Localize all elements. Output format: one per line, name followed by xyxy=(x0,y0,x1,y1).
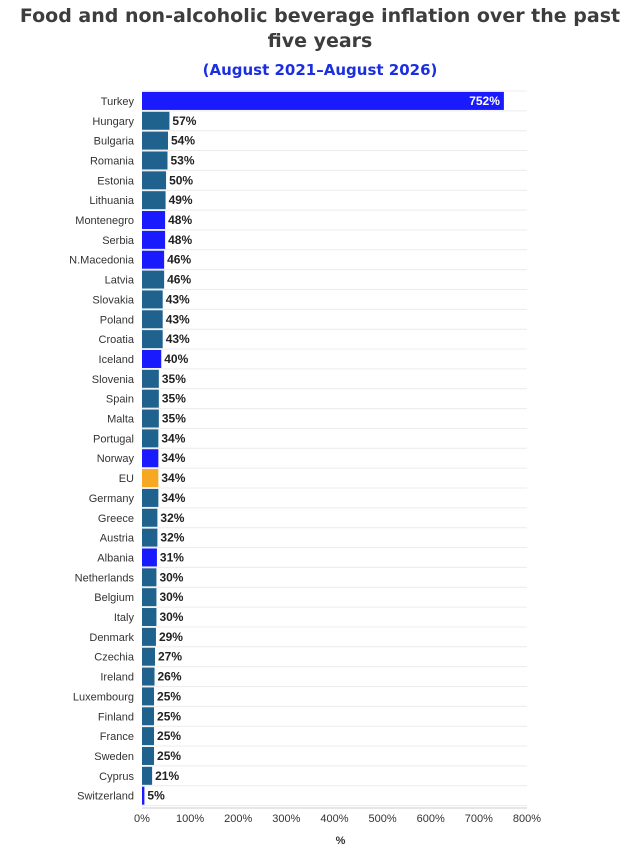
data-label: 53% xyxy=(170,153,195,168)
data-label: 35% xyxy=(161,391,186,406)
category-label: Netherlands xyxy=(74,572,134,585)
data-label: 34% xyxy=(161,490,186,505)
data-label: 30% xyxy=(159,610,184,625)
x-tick-label: 400% xyxy=(320,813,349,825)
bar xyxy=(142,390,159,408)
bar xyxy=(142,707,154,725)
data-label: 32% xyxy=(160,510,185,525)
category-label: N.Macedonia xyxy=(69,254,134,267)
data-label: 49% xyxy=(168,193,193,208)
data-label: 43% xyxy=(165,292,190,307)
category-label: Lithuania xyxy=(89,195,134,208)
bar xyxy=(142,251,164,269)
bar xyxy=(142,767,152,785)
bar xyxy=(142,191,166,209)
category-label: Romania xyxy=(89,155,134,168)
category-label: Greece xyxy=(97,512,134,525)
category-label: Malta xyxy=(107,413,134,426)
bar xyxy=(142,747,154,765)
bar xyxy=(142,687,154,705)
bar xyxy=(142,310,163,328)
data-label: 25% xyxy=(157,689,182,704)
bar xyxy=(142,668,155,686)
bar xyxy=(142,211,165,229)
data-label: 21% xyxy=(155,768,180,783)
category-label: Sweden xyxy=(94,750,134,763)
category-label: Italy xyxy=(113,612,134,625)
category-label: Hungary xyxy=(92,115,134,128)
bar xyxy=(142,271,164,289)
data-label: 32% xyxy=(160,530,185,545)
data-label: 31% xyxy=(159,550,184,565)
category-label: Iceland xyxy=(98,353,134,366)
bar xyxy=(142,132,168,150)
category-label: Bulgaria xyxy=(93,135,134,148)
bar xyxy=(142,489,158,507)
category-label: Albania xyxy=(97,552,134,565)
chart-title: Food and non-alcoholic beverage inflation over the past five years xyxy=(19,5,621,52)
data-label: 34% xyxy=(161,431,186,446)
x-tick-label: 800% xyxy=(512,813,542,825)
chart-subtitle: (August 2021–August 2026) xyxy=(202,61,438,79)
data-label: 40% xyxy=(164,351,189,366)
data-label: 26% xyxy=(157,669,182,684)
data-label: 27% xyxy=(157,649,183,664)
x-tick-label: 300% xyxy=(272,813,301,825)
data-label: 29% xyxy=(158,629,183,644)
bar xyxy=(142,112,169,130)
data-label: 34% xyxy=(161,451,186,466)
category-label: Ireland xyxy=(100,671,134,684)
data-label: 30% xyxy=(159,570,184,585)
bar xyxy=(142,370,159,388)
bar xyxy=(142,509,157,527)
x-tick-label: 0% xyxy=(134,813,150,825)
data-label: 43% xyxy=(165,332,190,347)
data-label: 5% xyxy=(147,788,165,803)
category-label: Montenegro xyxy=(75,215,134,228)
category-label: Norway xyxy=(96,453,134,466)
category-label: Czechia xyxy=(94,651,134,664)
category-label: Slovenia xyxy=(91,373,134,386)
category-label: Poland xyxy=(99,314,134,327)
category-label: Denmark xyxy=(89,631,134,644)
data-label: 752% xyxy=(469,93,500,108)
bar xyxy=(142,92,504,110)
bar xyxy=(142,171,166,189)
bar xyxy=(142,727,154,745)
category-label: Switzerland xyxy=(77,790,134,803)
data-label: 54% xyxy=(170,133,196,148)
x-tick-label: 700% xyxy=(464,813,493,825)
bar xyxy=(142,588,156,606)
data-label: 34% xyxy=(161,471,186,486)
category-label: Cyprus xyxy=(99,770,134,783)
category-label: Serbia xyxy=(102,234,134,247)
bar xyxy=(142,231,165,249)
category-label: EU xyxy=(118,473,134,486)
category-label: France xyxy=(99,731,134,744)
data-label: 46% xyxy=(167,272,192,287)
data-label: 25% xyxy=(157,748,182,763)
data-label: 57% xyxy=(172,113,197,128)
bar xyxy=(142,350,161,368)
x-tick-label: 100% xyxy=(176,813,205,825)
bar xyxy=(142,410,159,428)
bar xyxy=(142,429,158,447)
category-label: Slovakia xyxy=(92,294,134,307)
category-label: Turkey xyxy=(100,95,134,108)
category-label: Spain xyxy=(105,393,134,406)
bar xyxy=(142,568,156,586)
bar xyxy=(142,787,144,805)
data-label: 48% xyxy=(168,213,193,228)
data-label: 50% xyxy=(169,173,194,188)
data-label: 30% xyxy=(159,590,184,605)
category-label: Croatia xyxy=(98,334,134,347)
bar xyxy=(142,529,157,547)
category-label: Luxembourg xyxy=(72,691,134,704)
data-label: 35% xyxy=(161,371,186,386)
category-label: Latvia xyxy=(104,274,134,287)
data-label: 48% xyxy=(168,232,193,247)
category-label: Belgium xyxy=(94,592,134,605)
data-label: 25% xyxy=(157,729,182,744)
data-label: 43% xyxy=(165,312,190,327)
data-label: 46% xyxy=(167,252,192,267)
category-label: Finland xyxy=(97,711,134,724)
category-label: Germany xyxy=(88,492,134,505)
bar xyxy=(142,469,158,487)
bar xyxy=(142,449,158,467)
data-label: 35% xyxy=(161,411,186,426)
x-tick-label: 600% xyxy=(416,813,445,825)
x-tick-label: 500% xyxy=(368,813,397,825)
bar xyxy=(142,608,156,626)
x-axis-label: % xyxy=(335,835,346,847)
bar xyxy=(142,330,163,348)
bar xyxy=(142,648,155,666)
x-tick-label: 200% xyxy=(224,813,253,825)
category-label: Austria xyxy=(99,532,134,545)
bar xyxy=(142,290,163,308)
data-label: 25% xyxy=(157,709,182,724)
category-label: Estonia xyxy=(97,175,134,188)
bar xyxy=(142,151,168,169)
bar xyxy=(142,628,156,646)
bar xyxy=(142,548,157,566)
category-label: Portugal xyxy=(93,433,134,446)
